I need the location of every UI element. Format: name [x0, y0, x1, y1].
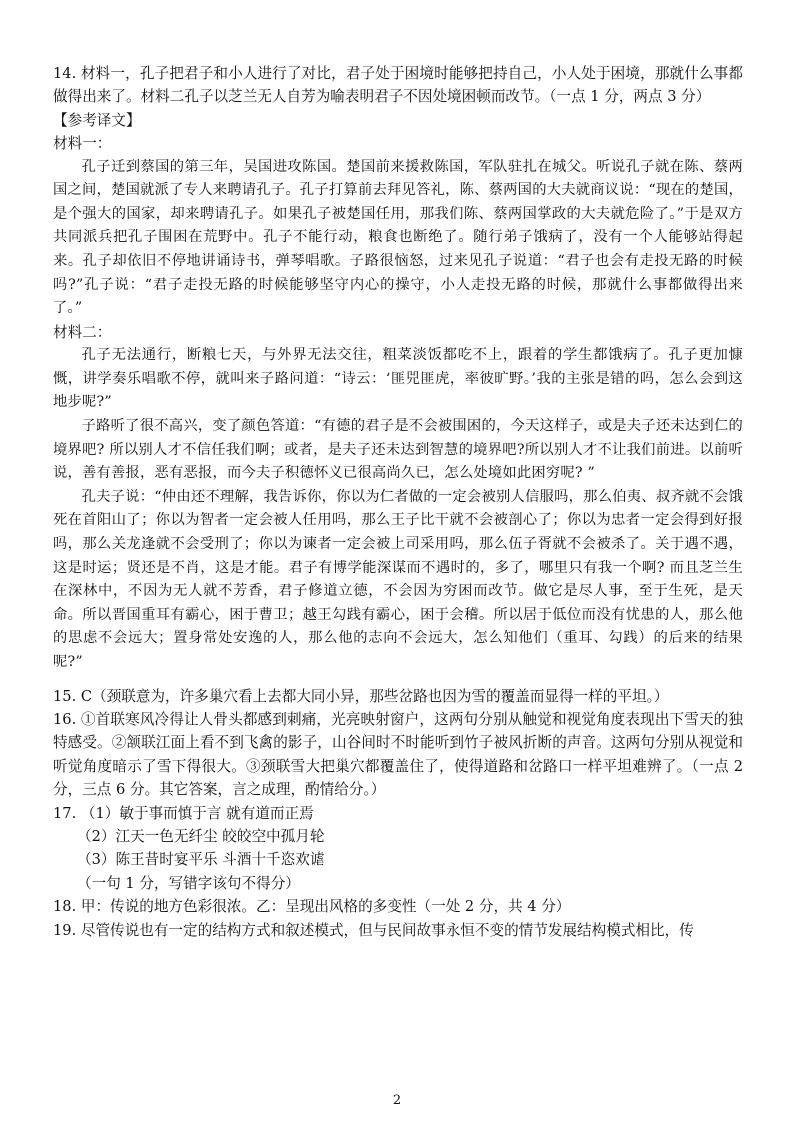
answer-17-line-1: 17. （1）敏于事而慎于言 就有道而正焉	[53, 804, 314, 822]
answer-17-scoring-note: （一句 1 分，写错字该句不得分）	[77, 874, 300, 892]
material-2-text	[53, 344, 743, 674]
reference-translation-heading: 【参考译文】	[53, 111, 141, 129]
answer-15: 15. C（颈联意为，许多巢穴看上去都大同小异，那些岔路也因为雪的覆盖而显得一样的平坦。）	[53, 687, 669, 705]
material-2-label: 材料二：	[53, 323, 112, 341]
answer-17-line-3: （3）陈王昔时宴平乐 斗酒十千恣欢谑	[77, 851, 325, 869]
material-1-paragraph: 孔子迁到蔡国的第三年，吴国进攻陈国。楚国前来援救陈国，军队驻扎在城父。听说孔子就在陈、蔡两国之间，楚国就派了专人来聘请孔子。孔子打算前去拜见答礼，陈、蔡两国的大夫就商议说：“现在的楚国，是个强大的国家，却来聘请孔子。如果孔子被楚国任用，那我们陈、蔡两国掌政的大夫就危险了。”于是双方共同派兵把孔子围困在荒野中。孔子不能行动，粮食也断绝了。随行弟子饿病了，没有一个人能够站得起来。孔子却依旧不停地讲诵诗书，弹琴唱歌。子路很恼怒，过来见孔子说道：“君子也会有走投无路的时候吗?”孔子说：“君子走投无路的时候能够坚守内心的操守，小人走投无路的时候，那就什么事都做得出来了。”	[53, 158, 743, 317]
answer-page	[53, 62, 743, 942]
material-2-paragraph-3: 孔夫子说：“仲由还不理解，我告诉你，你以为仁者做的一定会被别人信服吗，那么伯夷、叔齐就不会饿死在首阳山了；你以为智者一定会被人任用吗，那么王子比干就不会被剖心了；你以为忠者一定会得到好报吗，那么关龙逢就不会受刑了；你以为谏者一定会被上司采用吗，那么伍子胥就不会被杀了。关于遇不遇，这是时运；贤还是不肖，这是才能。君子有博学能深谋而不遇时的，多了，哪里只有我一个啊? 而且芝兰生在深林中，不因为无人就不芳香，君子修道立德，不会因为穷困而改节。做它是尽人事，至于生死，是天命。所以晋国重耳有霸心，困于曹卫；越王勾践有霸心，困于会稽。所以居于低位而没有忧患的人，那么他的思虑不会远大；置身常处安逸的人，那么他的志向不会远大，怎么知他们（重耳、勾践）的后来的结果呢?”	[53, 488, 743, 670]
page-number: 2	[392, 1093, 402, 1108]
answer-16: 16. ①首联寒风冷得让人骨头都感到刺痛，光亮映射窗户，这两句分别从触觉和视觉角度表现出下雪天的独特感受。②颔联江面上看不到飞禽的影子，山谷间时不时能听到竹子被风折断的声音。这两句分别从视觉和听觉角度暗示了雪下得很大。③颈联雪大把巢穴都覆盖住了，使得道路和岔路口一样平坦难辨了。（一点 2 分，三点 6 分。其它答案，言之成理，酌情给分。）	[53, 710, 743, 799]
answer-18: 18. 甲：传说的地方色彩很浓。乙：呈现出风格的多变性（一处 2 分，共 4 分）	[53, 898, 571, 916]
answer-19: 19. 尽管传说也有一定的结构方式和叙述模式，但与民间故事永恒不变的情节发展结构模式相比，传	[53, 921, 694, 939]
material-2-paragraph-2: 子路听了很不高兴，变了颜色答道：“有德的君子是不会被围困的，今天这样子，或是夫子还未达到仁的境界吧? 所以别人才不信任我们啊；或者，是夫子还未达到智慧的境界吧?所以别人才不让我们前进。以前听说，善有善报，恶有恶报，而今夫子积德怀义已很高尚久已，怎么处境如此困穷呢? ”	[53, 417, 743, 482]
material-1-label: 材料一：	[53, 135, 112, 153]
material-1-text	[53, 156, 743, 321]
answer-17-line-2: （2）江天一色无纤尘 皎皎空中孤月轮	[77, 827, 325, 845]
answer-14: 14. 材料一，孔子把君子和小人进行了对比，君子处于困境时能够把持自己，小人处于困境，那就什么事都做得出来了。材料二孔子以芝兰无人自芳为喻表明君子不因处境困顿而改节。（一点 1 分，两点 3 分）	[53, 65, 743, 106]
material-2-paragraph-1: 孔子无法通行，断粮七天，与外界无法交往，粗菜淡饭都吃不上，跟着的学生都饿病了。孔子更加慷慨，讲学奏乐唱歌不停，就叫来子路问道：“诗云：‘匪兕匪虎，率彼旷野。’我的主张是错的吗，怎么会到这地步呢?”	[53, 347, 743, 411]
